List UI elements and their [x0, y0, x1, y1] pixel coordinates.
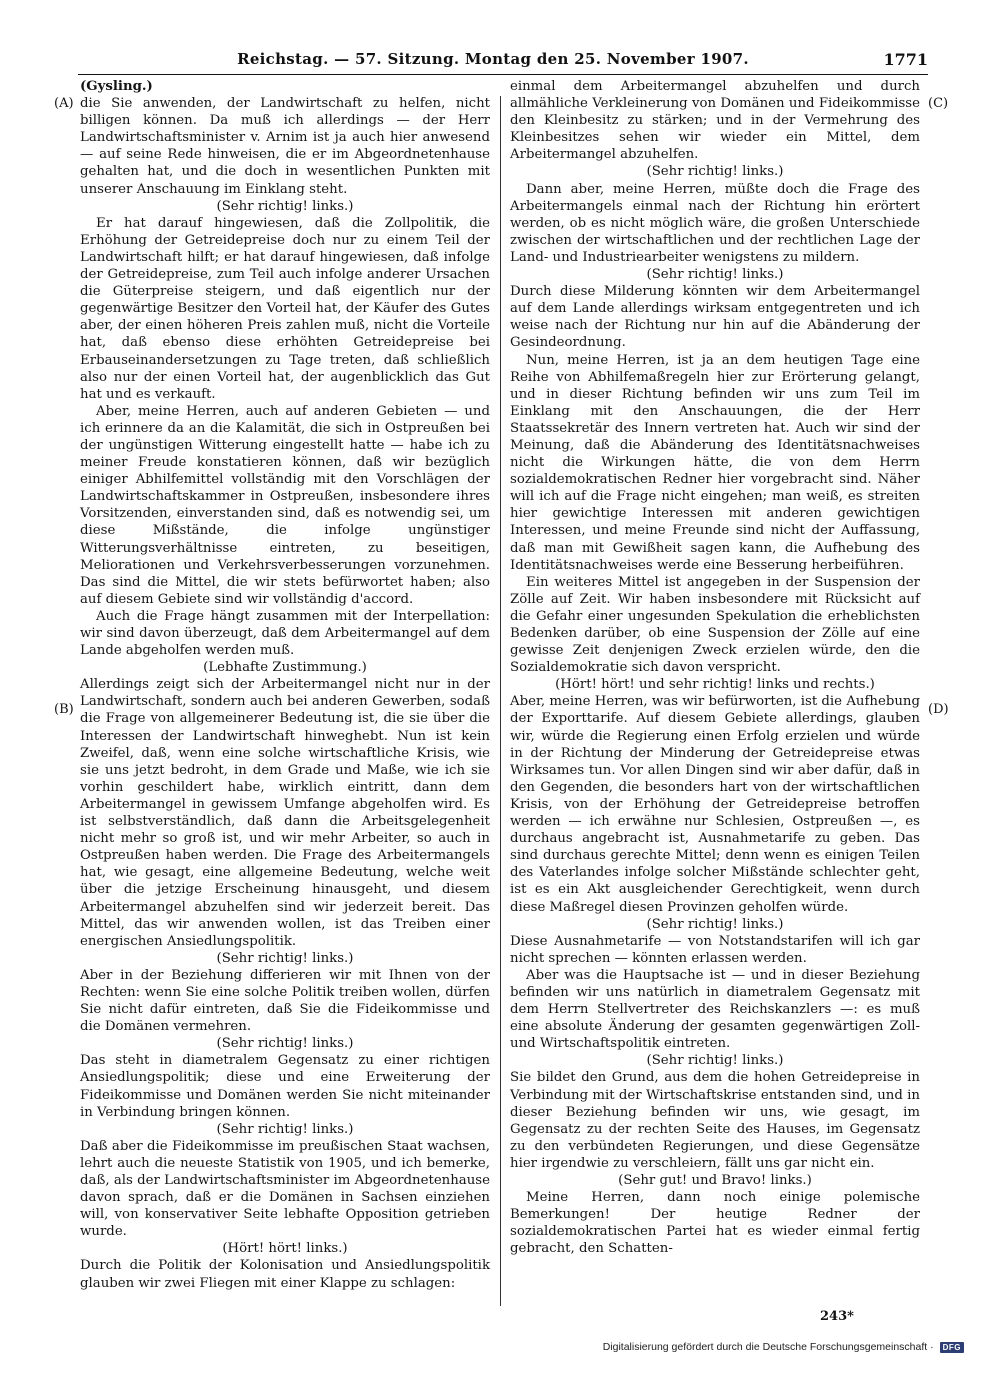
audience-reaction: (Sehr richtig! links.) [646, 164, 784, 180]
paragraph: Ein weiteres Mittel ist angegeben in der Suspension der Zölle auf Zeit. Wir haben insbesondere mit Rücksicht auf die Gefahr einer ungesunden Spekulation die erheblichsten Bedenken darüber, ob eine Suspension der Zölle auf eine gewisse Zeit denjenigen Zweck erzielen würde, den die Sozialdemokratie sich davon verspricht. [510, 574, 920, 676]
margin-marker-c: (C) [928, 96, 949, 111]
audience-reaction: (Lebhafte Zustimmung.) [203, 660, 367, 676]
running-header [78, 48, 928, 75]
left-column [80, 78, 490, 1292]
speaker-label: (Gysling.) [80, 79, 153, 94]
paragraph: Diese Ausnahmetarife — von Notstandstarifen will ich gar nicht sprechen — könnten erlassen werden. [510, 933, 920, 966]
audience-reaction: (Sehr richtig! links.) [216, 198, 354, 214]
signature-mark: 243* [820, 1309, 854, 1324]
paragraph: Aber, meine Herren, was wir befürworten, ist die Aufhebung der Exporttarife. Auf diesem Gebiete allerdings, glauben wir, würde die Regierung einen Erfolg erzielen und würde in der Richtung der Minderung der Getreidepreise etwas Wirksames tun. Vor allen Dingen sind wir aber dafür, daß in den Gegenden, die besonders hart von der wirtschaftlichen Krisis, von der Erhöhung der Getreidepreise betroffen werden — ich erwähne nur Schlesien, Ostpreußen —, es durchaus angebracht ist, Ausnahmetarife zu geben. Das sind durchaus gerechte Mittel; denn wenn es einigen Teilen des Vaterlandes infolge solcher Mißstände schlechter geht, ist es ein Akt ausgleichender Gerechtigkeit, wenn durch diese Maßregel diesen Provinzen geholfen würde. [510, 694, 920, 915]
paragraph: Allerdings zeigt sich der Arbeitermangel nicht nur in der Landwirtschaft, sondern auch bei anderen Gewerben, sodaß die Frage von allgemeinerer Bedeutung ist, die sie über die Interessen der Landwirtschaft hinweghebt. Nun ist kein Zweifel, daß, wenn eine solche wirtschaftliche Krisis, wie sie uns jetzt bedroht, in dem Grade und Maße, wie ich sie vorhin geschildert habe, wirklich eintritt, dann dem Arbeitermangel in gewissem Umfange abgeholfen wird. Es ist selbstverständlich, daß dann die Arbeitsgelegenheit nicht mehr so groß ist, und wir mehr Arbeiter, so auch in Ostpreußen haben werden. Die Frage des Arbeitermangels hat, wie gesagt, eine allgemeine Bedeutung, welche weit über die jetzige Erscheinung hinausgeht, und diesem Arbeitermangel abzuhelfen sind wir jederzeit bereit. Das Mittel, das wir anwenden wollen, ist das Treiben einer energischen Ansiedlungspolitik. [80, 677, 490, 949]
digitization-credit [603, 1341, 964, 1353]
audience-reaction: (Sehr richtig! links.) [216, 950, 354, 966]
column-divider [500, 96, 501, 1306]
paragraph: Dann aber, meine Herren, müßte doch die Frage des Arbeitermangels einmal nach der Richtung hin erörtert werden, ob es nicht möglich wäre, die großen Unterschiede zwischen der wirtschaftlichen und der rechtlichen Lage der Land- und Industriearbeiter wenigstens zu mildern. [510, 181, 920, 265]
margin-marker-d: (D) [928, 702, 949, 717]
margin-marker-a: (A) [54, 96, 74, 111]
credit-text: Digitalisierung gefördert durch die Deutsche Forschungsgemeinschaft · [602, 1341, 934, 1353]
paragraph: Auch die Frage hängt zusammen mit der Interpellation: wir sind davon überzeugt, daß dem Arbeitermangel auf dem Lande abgeholfen werden muß. [80, 608, 490, 659]
paragraph: Nun, meine Herren, ist ja an dem heutigen Tage eine Reihe von Abhilfemaßregeln hier zur Erörterung gelangt, und in dieser Richtung befinden wir uns zum Teil im Einklang mit den Anschauungen, die der Herr Staatssekretär des Innern vertreten hat. Auch wir sind der Meinung, daß die Abänderung des Identitätsnachweises nicht die Wirkungen hätte, die von dem Herrn sozialdemokratischen Redner hier vorgebracht sind. Näher will ich auf die Frage nicht eingehen; man weiß, es streiten hier gewichtige Interessen mit anderen gewichtigen Interessen, und meine Freunde sind nicht der Auffassung, daß man mit Gewißheit sagen kann, die Aufhebung des Identitätsnachweises werde eine Besserung herbeiführen. [510, 352, 920, 573]
paragraph: Meine Herren, dann noch einige polemische Bemerkungen! Der heutige Redner der sozialdemokratischen Partei hat es wieder einmal fertig gebracht, den Schatten- [510, 1190, 920, 1257]
audience-reaction: (Sehr richtig! links.) [216, 1121, 354, 1137]
right-column [510, 78, 920, 1257]
paragraph: Daß aber die Fideikommisse im preußischen Staat wachsen, lehrt auch die neueste Statistik von 1905, und ich bemerke, daß, als der Landwirtschaftsminister im Abgeordnetenhause davon sprach, daß er die Domänen in Sachsen einziehen will, von konservativer Seite lebhafte Opposition getrieben wurde. [80, 1138, 490, 1240]
paragraph: Durch die Politik der Kolonisation und Ansiedlungspolitik glauben wir zwei Fliegen mit einer Klappe zu schlagen: [80, 1258, 490, 1291]
paragraph: Das steht in diametralem Gegensatz zu einer richtigen Ansiedlungspolitik; diese und eine Erweiterung der Fideikommisse und Domänen werden Sie nicht miteinander in Verbindung bringen können. [80, 1053, 490, 1120]
paragraph: Aber was die Hauptsache ist — und in dieser Beziehung befinden wir uns natürlich in diametralem Gegensatz mit dem Herrn Stellvertreter des Reichskanzlers —: es muß eine absolute Änderung der gesamten gegenwärtigen Zoll- und Wirtschaftspolitik eintreten. [510, 967, 920, 1052]
paragraph: Aber in der Beziehung differieren wir mit Ihnen von der Rechten: wenn Sie eine solche Politik treiben wollen, dürfen Sie nicht dafür eintreten, daß Sie die Fideikommisse und die Domänen vermehren. [80, 967, 490, 1035]
audience-reaction: (Sehr gut! und Bravo! links.) [618, 1173, 812, 1188]
audience-reaction: (Sehr richtig! links.) [216, 1036, 354, 1052]
paragraph: Durch diese Milderung könnten wir dem Arbeitermangel auf dem Lande allerdings wirksam entgegentreten und ich weise nach der Richtung nur hin auf die Abänderung der Gesindeordnung. [510, 284, 920, 351]
audience-reaction: (Sehr richtig! links.) [646, 916, 784, 932]
audience-reaction: (Sehr richtig! links.) [646, 1053, 784, 1069]
page-number: 1771 [883, 50, 928, 69]
paragraph: Aber, meine Herren, auch auf anderen Gebieten — und ich erinnere da an die Kalamität, die sich in Ostpreußen bei der ungünstigen Witterung eingestellt hatte — habe ich zu meiner Freude konstatieren können, daß wir bezüglich einiger Abhilfemittel vollständig mit den Vorschlägen der Landwirtschaftskammer in Ostpreußen, insbesondere ihres Vorsitzenden, einverstanden sind, daß es notwendig sei, um diese Mißstände, die infolge ungünstiger Witterungsverhältnisse eintreten, zu beseitigen, Meliorationen und Verkehrsverbesserungen vorzunehmen. Das sind die Mittel, die wir stets befürwortet haben; also auf diesem Gebiete sind wir vollständig d'accord. [80, 403, 490, 607]
paragraph: Sie bildet den Grund, aus dem die hohen Getreidepreise in Verbindung mit der Wirtschaftskrise entstanden sind, und in dieser Beziehung befinden wir uns, wie gesagt, im Gegensatz zu der rechten Seite des Hauses, im Gegensatz zu den verbündeten Regierungen, und diese Gegensätze hier irgendwie zu verschleiern, fällt uns gar nicht ein. [510, 1070, 920, 1171]
paragraph: einmal dem Arbeitermangel abzuhelfen und durch allmähliche Verkleinerung von Domänen und Fideikommisse den Kleinbesitz zu stärken; und in der Vermehrung des Kleinbesitzes sehen wir wieder ein Mittel, dem Arbeitermangel abzuhelfen. [510, 79, 920, 163]
audience-reaction: (Hört! hört! und sehr richtig! links und rechts.) [555, 677, 875, 693]
running-title: Reichstag. — 57. Sitzung. Montag den 25. November 1907. [237, 50, 749, 68]
margin-marker-b: (B) [54, 702, 74, 717]
paragraph: die Sie anwenden, der Landwirtschaft zu helfen, nicht billigen können. Da muß ich allerdings — der Herr Landwirtschaftsminister v. Arnim ist ja auch hier anwesend — auf seine Rede hinweisen, die er im Abgeordnetenhause gehalten hat, und die doch in wesentlichen Punkten mit unserer Anschauung im Einklang steht. [80, 96, 490, 197]
audience-reaction: (Hört! hört! links.) [222, 1241, 348, 1257]
paragraph: Er hat darauf hingewiesen, daß die Zollpolitik, die Erhöhung der Getreidepreise doch nur zu einem Teil der Landwirtschaft hilft; er hat darauf hingewiesen, daß infolge der Getreidepreise, zum Teil auch infolge anderer Ursachen die Güterpreise steigern, und daß eigentlich nur der gegenwärtige Besitzer den Vorteil hat, der Käufer des Gutes aber, der einen höheren Preis zahlen muß, nicht die Vorteile hat, daß ebenso diese erhöhten Getreidepreise bei Erbauseinandersetzungen zu Tage treten, daß schließlich also nur der einen Vorteil hat, der augenblicklich das Gut hat und es verkauft. [80, 215, 490, 402]
audience-reaction: (Sehr richtig! links.) [646, 267, 784, 283]
dfg-logo-icon: DFG [940, 1342, 964, 1353]
